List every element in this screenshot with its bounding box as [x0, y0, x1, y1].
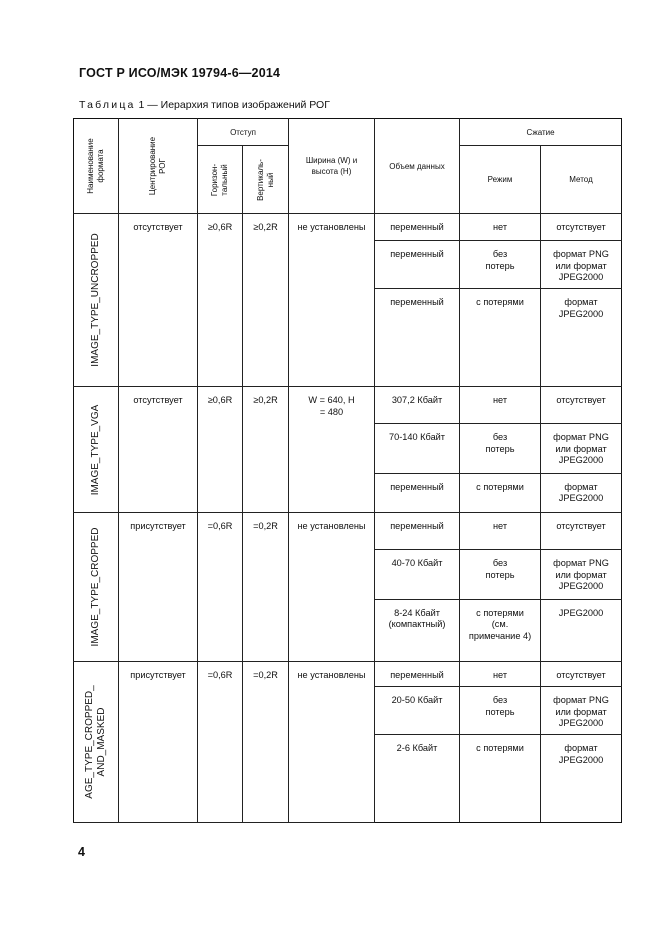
header-margin: Отступ	[198, 119, 289, 146]
header-centering: Центрирование РОГ	[119, 119, 198, 214]
data-volume-value: 2-6 Кбайт	[375, 735, 460, 823]
header-format-name: Наименование формата	[74, 119, 119, 214]
compression-method-value: отсутствует	[541, 387, 622, 424]
compression-mode-value: с потерями (см. примечание 4)	[460, 599, 541, 661]
compression-method-value: формат JPEG2000	[541, 473, 622, 512]
data-volume-value: 20-50 Кбайт	[375, 687, 460, 735]
vertical-margin-value: =0,2R	[243, 662, 289, 823]
image-type-hierarchy-table	[73, 118, 622, 823]
compression-mode-value: с потерями	[460, 735, 541, 823]
header-data-volume: Объем данных	[375, 119, 460, 214]
header-horizontal: Горизон- тальный	[198, 146, 243, 214]
compression-method-value: отсутствует	[541, 513, 622, 550]
horizontal-margin-value: ≥0,6R	[198, 387, 243, 513]
data-volume-value: переменный	[375, 473, 460, 512]
horizontal-margin-value: =0,6R	[198, 513, 243, 662]
compression-method-value: формат JPEG2000	[541, 735, 622, 823]
compression-method-value: отсутствует	[541, 662, 622, 687]
format-name-cropped-and-masked	[74, 662, 119, 823]
compression-mode-value: с потерями	[460, 289, 541, 387]
size-value: не установлены	[289, 513, 375, 662]
header-compression: Сжатие	[460, 119, 622, 146]
compression-mode-value: без потерь	[460, 424, 541, 473]
compression-mode-value: без потерь	[460, 241, 541, 289]
data-volume-value: переменный	[375, 513, 460, 550]
compression-method-value: формат PNG или формат JPEG2000	[541, 687, 622, 735]
vertical-margin-value: ≥0,2R	[243, 214, 289, 387]
vertical-margin-value: ≥0,2R	[243, 387, 289, 513]
header-size: Ширина (W) и высота (H)	[289, 119, 375, 214]
size-value: W = 640, H = 480	[289, 387, 375, 513]
table-caption	[79, 99, 330, 111]
format-name-uncropped: IMAGE_TYPE_UNCROPPED	[74, 214, 119, 387]
compression-method-value: JPEG2000	[541, 599, 622, 661]
format-name-cropped: IMAGE_TYPE_CROPPED	[74, 513, 119, 662]
compression-mode-value: без потерь	[460, 687, 541, 735]
header-method: Метод	[541, 146, 622, 214]
data-volume-value: переменный	[375, 289, 460, 387]
caption-label: Таблица	[79, 99, 136, 111]
header-vertical: Вертикаль- ный	[243, 146, 289, 214]
compression-mode-value: нет	[460, 513, 541, 550]
centering-value: отсутствует	[119, 387, 198, 513]
header-mode: Режим	[460, 146, 541, 214]
format-name-text: AGE_TYPE_CROPPED_ AND_MASKED	[84, 685, 107, 799]
data-volume-value: переменный	[375, 662, 460, 687]
data-volume-value: 70-140 Кбайт	[375, 424, 460, 473]
document-title: ГОСТ Р ИСО/МЭК 19794-6—2014	[79, 66, 281, 80]
centering-value: присутствует	[119, 662, 198, 823]
compression-method-value: формат PNG или формат JPEG2000	[541, 424, 622, 473]
data-volume-value: переменный	[375, 241, 460, 289]
compression-method-value: формат JPEG2000	[541, 289, 622, 387]
data-volume-value: 40-70 Кбайт	[375, 550, 460, 599]
compression-mode-value: нет	[460, 662, 541, 687]
data-volume-value: 8-24 Кбайт (компактный)	[375, 599, 460, 661]
compression-method-value: формат PNG или формат JPEG2000	[541, 241, 622, 289]
caption-text: 1 — Иерархия типов изображений РОГ	[135, 99, 330, 111]
compression-mode-value: с потерями	[460, 473, 541, 512]
size-value: не установлены	[289, 214, 375, 387]
size-value: не установлены	[289, 662, 375, 823]
compression-method-value: отсутствует	[541, 214, 622, 241]
format-name-vga: IMAGE_TYPE_VGA	[74, 387, 119, 513]
compression-mode-value: нет	[460, 387, 541, 424]
centering-value: присутствует	[119, 513, 198, 662]
data-volume-value: переменный	[375, 214, 460, 241]
compression-mode-value: нет	[460, 214, 541, 241]
centering-value: отсутствует	[119, 214, 198, 387]
page-number: 4	[78, 845, 85, 859]
vertical-margin-value: =0,2R	[243, 513, 289, 662]
data-volume-value: 307,2 Кбайт	[375, 387, 460, 424]
compression-mode-value: без потерь	[460, 550, 541, 599]
horizontal-margin-value: ≥0,6R	[198, 214, 243, 387]
compression-method-value: формат PNG или формат JPEG2000	[541, 550, 622, 599]
horizontal-margin-value: =0,6R	[198, 662, 243, 823]
